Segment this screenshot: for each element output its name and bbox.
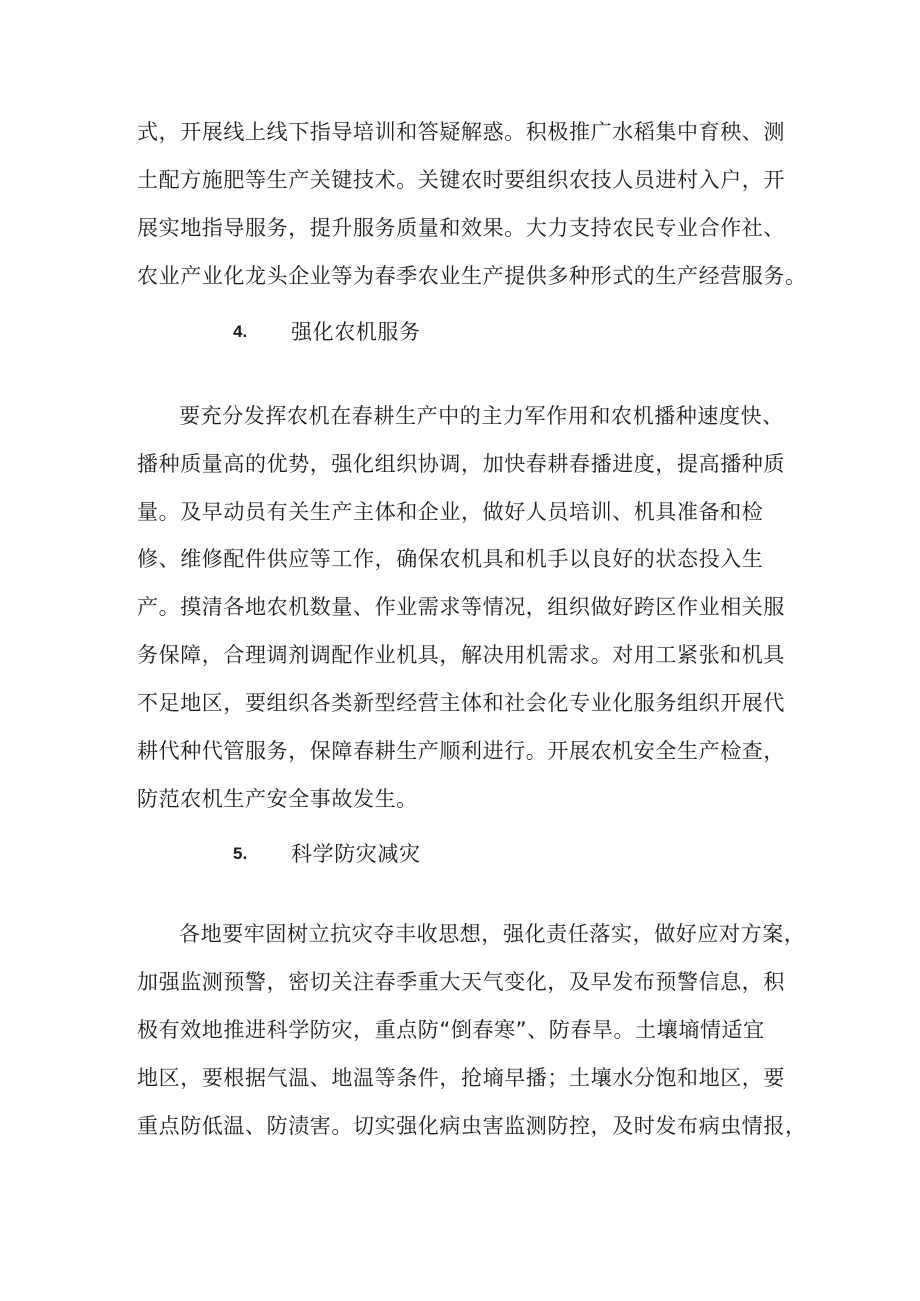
text-line: 修、维修配件供应等工作，确保农机具和机手以良好的状态投入生 <box>137 547 764 571</box>
text-line: 产。摸清各地农机数量、作业需求等情况，组织做好跨区作业相关服 <box>137 595 785 619</box>
section-heading-4 <box>0 318 920 348</box>
text-line: 防范农机生产安全事故发生。 <box>137 787 418 811</box>
section-heading-5 <box>0 840 920 870</box>
text-line: 地区，要根据气温、地温等条件，抢墒早播；土壤水分饱和地区，要 <box>137 1066 785 1090</box>
section-title: 强化农机服务 <box>291 320 421 344</box>
text-line: 极有效地推进科学防灾，重点防“倒春寒”、防春旱。土壤墒情适宜 <box>137 1018 765 1042</box>
text-line: 式，开展线上线下指导培训和答疑解惑。积极推广水稻集中育秧、测 <box>137 120 785 144</box>
text-line: 耕代种代管服务，保障春耕生产顺利进行。开展农机安全生产检查， <box>137 739 785 763</box>
section-title: 科学防灾减灾 <box>291 842 421 866</box>
section-number: 5. <box>233 844 248 863</box>
text-line: 量。及早动员有关生产主体和企业，做好人员培训、机具准备和检 <box>137 500 764 524</box>
text-line: 加强监测预警，密切关注春季重大天气变化，及早发布预警信息，积 <box>137 970 785 994</box>
text-line: 展实地指导服务，提升服务质量和效果。大力支持农民专业合作社、 <box>137 216 785 240</box>
text-line: 土配方施肥等生产关键技术。关键农时要组织农技人员进村入户，开 <box>137 168 785 192</box>
text-line: 各地要牢固树立抗灾夺丰收思想，强化责任落实，做好应对方案， <box>179 922 806 946</box>
text-line: 务保障，合理调剂调配作业机具，解决用机需求。对用工紧张和机具 <box>137 643 785 667</box>
text-line: 播种质量高的优势，强化组织协调，加快春耕春播进度，提高播种质 <box>137 452 785 476</box>
text-line: 重点防低温、防渍害。切实强化病虫害监测防控，及时发布病虫情报， <box>137 1114 807 1138</box>
text-line: 要充分发挥农机在春耕生产中的主力军作用和农机播种速度快、 <box>179 404 784 428</box>
text-line: 农业产业化龙头企业等为春季农业生产提供多种形式的生产经营服务。 <box>137 264 807 288</box>
section-number: 4. <box>233 322 248 341</box>
text-line: 不足地区，要组织各类新型经营主体和社会化专业化服务组织开展代 <box>137 691 785 715</box>
